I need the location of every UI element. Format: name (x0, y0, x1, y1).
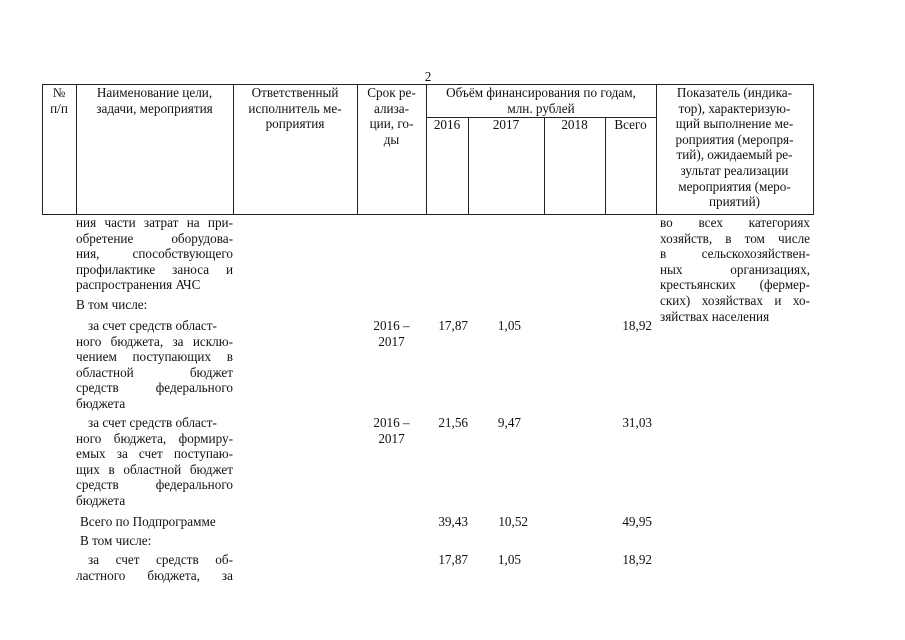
header-year-total: Всего (614, 117, 647, 132)
row3-value-2017: 1,05 (497, 552, 521, 567)
header-col-term: Срок ре- ализа- ции, го- ды (367, 85, 416, 147)
total-value-2016: 39,43 (438, 514, 468, 529)
page-number: 2 (424, 69, 432, 84)
header-col-financing: Объём финансирования по годам, млн. рублей (446, 85, 636, 116)
row1-value-2016: 17,87 (438, 318, 468, 333)
row2-name: за счет средств област- (88, 415, 217, 430)
row3-value-2016: 17,87 (438, 552, 468, 567)
total-value-2017: 10,52 (498, 514, 528, 529)
row2-value-2017: 9,47 (497, 415, 521, 430)
header-year-2017: 2017 (492, 117, 520, 132)
row2-value-2016: 21,56 (438, 415, 468, 430)
row3-name-cont: ластного бюджета, за (76, 567, 233, 583)
row1-value-total: 18,92 (622, 318, 652, 333)
header-col-name: Наименование цели, задачи, мероприятия (96, 85, 213, 116)
total-value-total: 49,95 (622, 514, 652, 529)
indicator-continuation: во всех категориях хозяйств, в том числе в сельскохозяйствен- ных организациях, крестьянских (фермер- ских) хозяйствах и хо- зяйствах населения (660, 215, 810, 324)
row3-value-total: 18,92 (622, 552, 652, 567)
total-row-label: Всего по Подпрограмме (80, 514, 216, 529)
row2-value-total: 31,03 (622, 415, 652, 430)
including-label-2: В том числе: (80, 533, 152, 548)
row2-name-cont: ного бюджета, формиру- емых за счет поступаю- щих в областной бюджет средств федерального бюджета (76, 430, 233, 508)
header-year-2016: 2016 (433, 117, 461, 132)
header-col-number: № п/п (50, 85, 68, 116)
row3-name: за счет средств об- (88, 552, 233, 567)
measure-name-continuation: ния части затрат на при- обретение оборудова- ния, способствующего профилактике заноса и распространения АЧС (76, 215, 233, 293)
row2-term: 2016 – 2017 (373, 415, 410, 446)
header-year-2018: 2018 (561, 117, 588, 132)
row1-term: 2016 – 2017 (373, 318, 410, 349)
row1-name-cont: ного бюджета, за исклю- чением поступающих в областной бюджет средств федерального бюджета (76, 333, 233, 411)
header-col-indicator: Показатель (индика- тор), характеризую- щий выполнение ме- роприятия (меропря- тий), ожидаемый ре- зультат реализации мероприятия (меро- приятий) (675, 85, 794, 210)
row1-value-2017: 1,05 (497, 318, 521, 333)
including-label-1: В том числе: (76, 297, 148, 312)
header-col-responsible: Ответственный исполнитель ме- роприятия (248, 85, 342, 132)
row1-name: за счет средств област- (88, 318, 217, 333)
